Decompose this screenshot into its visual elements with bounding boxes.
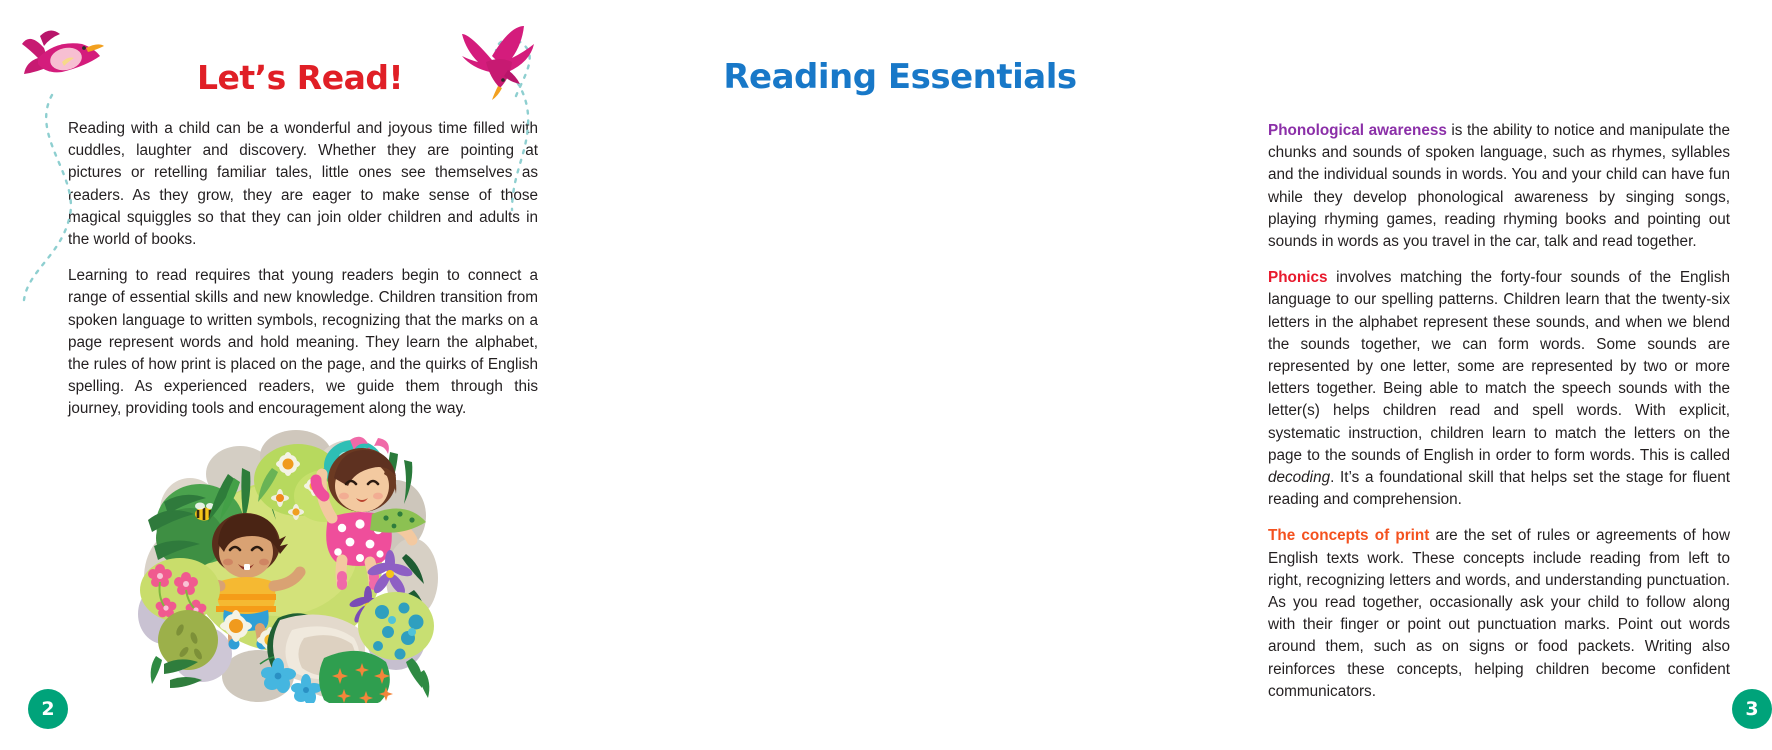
right-page-body <box>1268 120 1730 703</box>
section-body: are the set of rules or agreements of how English texts work. These concepts include reading from left to right, recognizing letters and words, and understanding punctuation. As you read together, occasionally ask your child to follow along with their finger or point out punctuation marks. Point out words around them, such as on signs or food packets. Writing also reinforces these concepts, helping children become confident communicators. <box>1268 527 1730 700</box>
left-page <box>0 0 600 750</box>
section-lead-phonics: Phonics <box>1268 269 1328 287</box>
section-body-after-italic: . It’s a foundational skill that helps set the stage for fluent reading and comprehension. <box>1268 469 1730 509</box>
left-page-title: Let’s Read! <box>196 58 404 97</box>
page-number-badge-left: 2 <box>28 689 68 729</box>
italic-term-decoding: decoding <box>1268 469 1331 487</box>
section-body-before-italic: involves matching the forty-four sounds of the English language to our spelling patterns. Children learn that the twenty-six letters in the alphabet represent these sounds, and when we blend the sounds together, we can form words. Some sounds are represented by one letter, some are represented by two or more letters together. Being able to match the speech sounds with the letter(s) helps children read and spell words. With explicit, systematic instruction, children learn to match the letters on the page to the sounds of English in order to form words. This is called <box>1268 269 1730 464</box>
paragraph: Learning to read requires that young readers begin to connect a range of essential skills and new knowledge. Children transition from spoken language to written symbols, recognizing that the marks on a page represent words and hold meaning. They learn the alphabet, the rules of how print is placed on the page, and the quirks of English spelling. As experienced readers, we guide them through this journey, providing tools and encouragement along the way. <box>68 267 538 418</box>
right-page-title: Reading Essentials <box>723 57 1077 97</box>
section-body: is the ability to notice and manipulate the chunks and sounds of spoken language, such as rhymes, syllables and the individual sounds in words. You and your child can have fun while they develop phonological awareness by singing songs, playing rhyming games, reading rhyming books and pointing out sounds in words as you travel in the car, talk and read together. <box>1268 122 1730 251</box>
section-phonological-awareness <box>1268 120 1730 253</box>
page-number-badge-right: 3 <box>1732 689 1772 729</box>
garden-children-illustration <box>128 418 438 703</box>
left-page-body <box>68 118 538 421</box>
paragraph: Reading with a child can be a wonderful and joyous time filled with cuddles, laughter and discovery. Whether they are pointing at pictures or retelling familiar tales, little ones see themselves as readers. As they grow, they are eager to make sense of those magical squiggles so that they can join older children and adults in the world of books. <box>68 120 538 249</box>
section-lead-phonological-awareness: Phonological awareness <box>1268 122 1447 139</box>
section-concepts-of-print <box>1268 525 1730 703</box>
section-lead-concepts-of-print: The concepts of print <box>1268 527 1430 545</box>
section-phonics <box>1268 267 1730 511</box>
right-page <box>600 0 1759 750</box>
